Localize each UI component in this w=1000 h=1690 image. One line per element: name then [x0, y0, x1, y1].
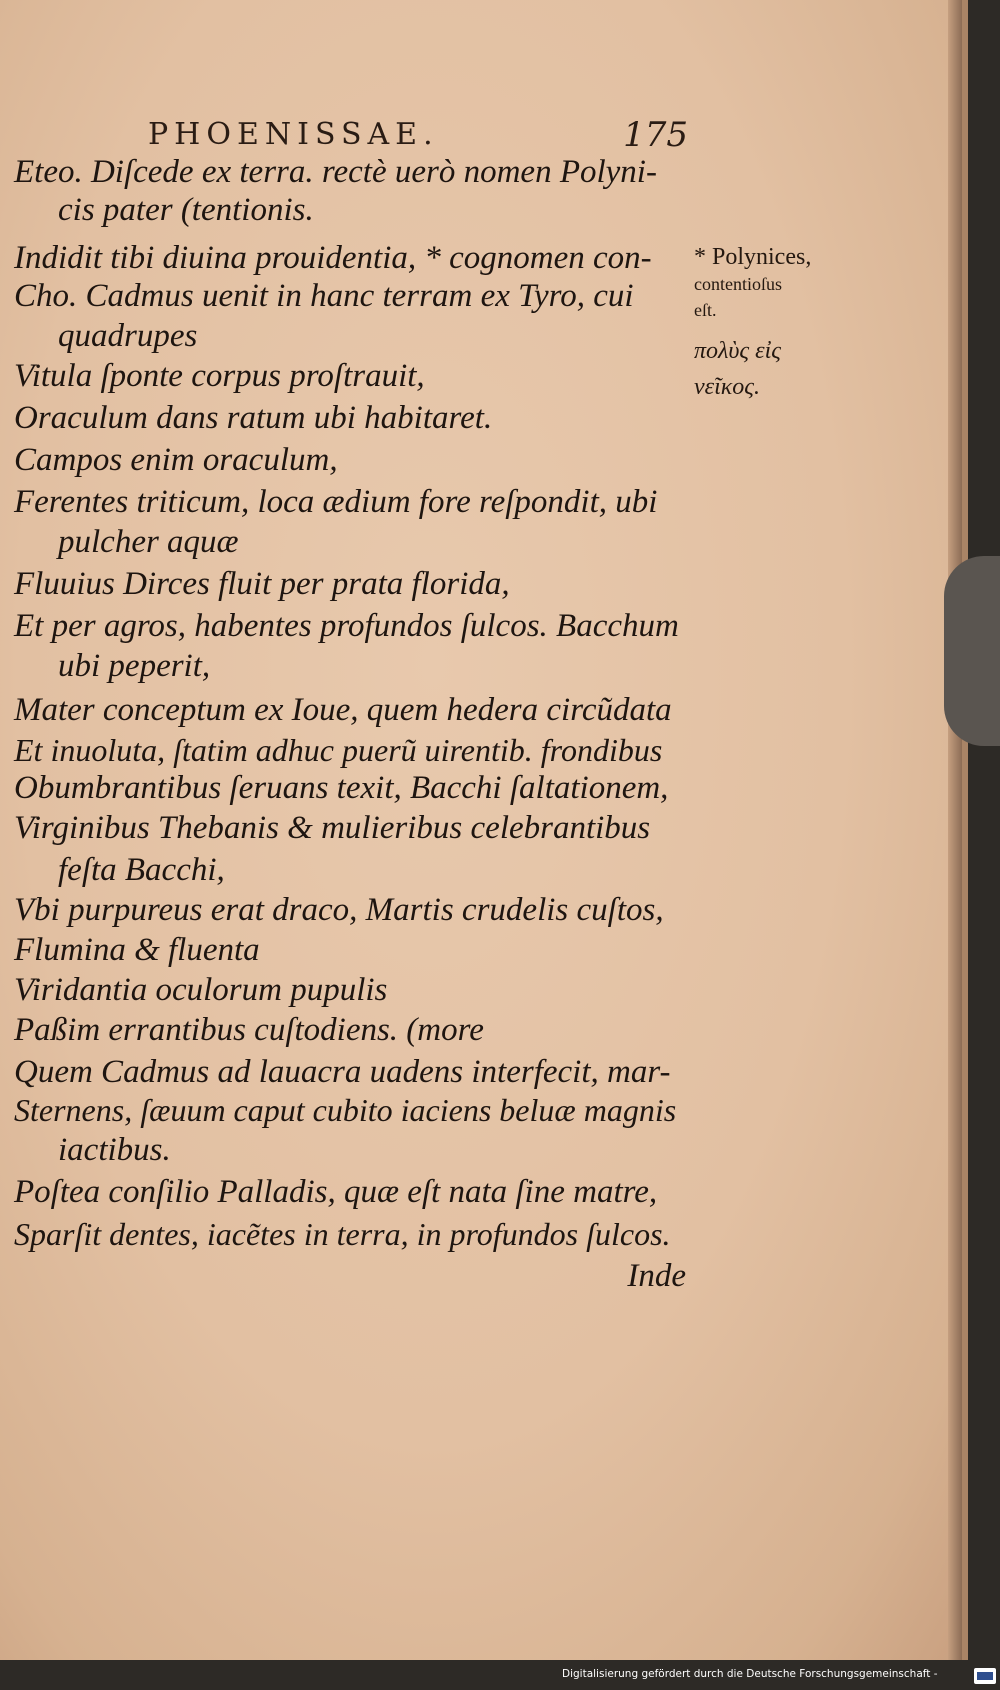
text-line: Paßim errantibus cuſtodiens. (more — [14, 1012, 484, 1048]
margin-note: eſt. — [694, 300, 717, 320]
text-line: Inde — [627, 1258, 686, 1294]
margin-note: νεῖκος. — [694, 374, 761, 400]
margin-note: * Polynices, — [694, 244, 812, 270]
text-line: Et per agros, habentes profundos ſulcos. Bacchum — [14, 608, 679, 644]
text-line: Vbi purpureus erat draco, Martis crudelis cuſtos, — [14, 892, 664, 928]
text-line: Virginibus Thebanis & mulieribus celebrantibus — [14, 810, 651, 846]
text-line: Poſtea conſilio Palladis, quæ eſt nata ſine matre, — [14, 1174, 658, 1210]
margin-note: πολὺς εἰς — [694, 338, 782, 364]
text-line: Campos enim oraculum, — [14, 442, 338, 478]
text-line: Eteo. Diſcede ex terra. rectè uerò nomen Polyni- — [14, 154, 657, 190]
running-head-title: PHOENISSAE. — [148, 117, 439, 152]
text-line: Flumina & fluenta — [14, 932, 260, 968]
text-line: Ferentes triticum, loca ædium fore reſpondit, ubi — [14, 484, 658, 520]
page-number: 175 — [623, 115, 688, 155]
text-line: Viridantia oculorum pupulis — [14, 972, 388, 1008]
text-line: Fluuius Dirces fluit per prata florida, — [14, 566, 510, 602]
text-line: iactibus. — [58, 1132, 171, 1168]
text-line: Indidit tibi diuina prouidentia, * cognomen con- — [14, 240, 652, 276]
text-line: Quem Cadmus ad lauacra uadens interfecit, mar- — [14, 1054, 671, 1090]
text-line: Obumbrantibus ſeruans texit, Bacchi ſaltationem, — [14, 770, 669, 806]
text-line: feſta Bacchi, — [58, 852, 225, 888]
text-line: Vitula ſponte corpus proſtrauit, — [14, 358, 425, 394]
text-line: quadrupes — [58, 318, 198, 354]
book-clip — [944, 556, 1000, 746]
text-line: ubi peperit, — [58, 648, 211, 684]
text-line: Oraculum dans ratum ubi habitaret. — [14, 400, 493, 436]
text-line: Et inuoluta, ſtatim adhuc puerũ uirentib. frondibus — [14, 732, 663, 768]
text-line: Mater conceptum ex Ioue, quem hedera circũdata — [14, 692, 672, 728]
text-line: Sternens, ſæuum caput cubito iaciens beluæ magnis — [14, 1092, 677, 1128]
running-head — [148, 117, 688, 157]
text-line: cis pater (tentionis. — [58, 192, 314, 228]
text-line: Cho. Cadmus uenit in hanc terram ex Tyro, cui — [14, 278, 634, 314]
dfg-logo — [974, 1668, 996, 1684]
margin-note: contentioſus — [694, 274, 782, 294]
page-edge — [948, 0, 962, 1660]
text-line: pulcher aquæ — [58, 524, 239, 560]
text-line: Sparſit dentes, iacẽtes in terra, in profundos ſulcos. — [14, 1216, 671, 1252]
dfg-logo-mark — [977, 1672, 993, 1680]
digitization-credit: Digitalisierung gefördert durch die Deutsche Forschungsgemeinschaft - — [562, 1668, 938, 1680]
